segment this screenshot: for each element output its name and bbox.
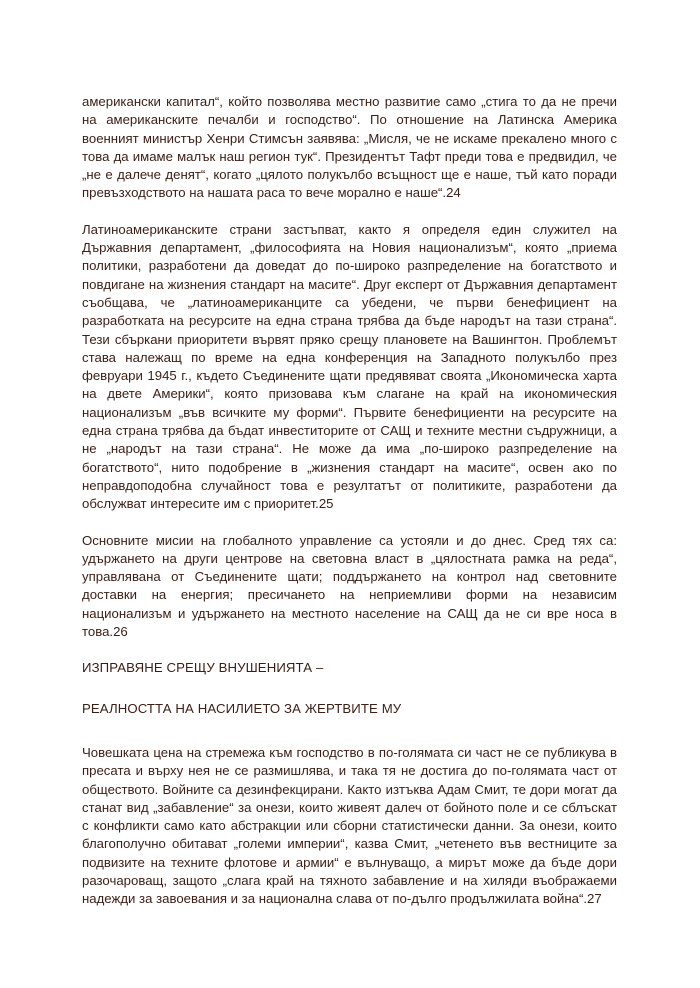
paragraph-4: Човешката цена на стремежа към господство в по-голямата си част не се публикува в пресата и върху нея не се размишлява, и така тя не достига до по-голямата част от обществото. Войните са дезинфекцирани. Както изтъква Адам Смит, те дори могат да станат вид „забавление“ за онези, които живеят далеч от бойното поле и се сблъскат с конфликти само като абстракции или сборни статистически данни. За онези, които благополучно обитават „големи империи“, казва Смит, „четенето във вестниците за подвизите на техните флотове и армии“ е вълнуващо, а мирът може да бъде дори разочароващ, защото „слага край на тяхното забавление и на хиляди въображаеми надежди за завоевания и за национална слава от по-дълго продължилата война“.27 <box>82 744 617 907</box>
paragraph-3: Основните мисии на глобалното управление са устояли и до днес. Сред тях са: удържането на други центрове на световна власт в „цялостната рамка на реда“, управлявана от Съединените щати; поддържането на контрол над световните доставки на енергия; пресичането на неприемливи форми на независим национализъм и удържането на местното население на САЩ да не си вре носа в това.26 <box>82 532 617 640</box>
paragraph-2: Латиноамериканските страни застъпват, както я определя един служител на Държавния департамент, „философията на Новия национализъм“, която „приема политики, разработени да доведат до по-широко разпределение на богатството и повдигане на жизнения стандарт на масите“. Друг експерт от Държавния департамент съобщава, че „латиноамериканците са убедени, че първи бенефициент на разработката на ресурсите на една страна трябва да бъде народът на тази страна“. Тези сбъркани приоритети вървят пряко срещу плановете на Вашингтон. Проблемът става належащ по време на една конференция на Западното полукълбо през февруари 1945 г., където Съединените щати предявяват своята „Икономическа харта на двете Америки“, която призовава към слагане на край на икономическия национализъм „във всичките му форми“. Първите бенефициенти на ресурсите на една страна трябва да бъдат инвеститорите от САЩ и техните местни съдружници, а не „народът на тази страна“. Не може да има „по-широко разпределение на богатството“, нито подобрение в „жизнения стандарт на масите“, освен ако по неправдоподобна случайност това е резултатът от политиките, разработени да обслужват интересите им с приоритет.25 <box>82 221 617 512</box>
section-heading-line-2: РЕАЛНОСТТА НА НАСИЛИЕТО ЗА ЖЕРТВИТЕ МУ <box>82 700 402 716</box>
section-heading-line-1: ИЗПРАВЯНЕ СРЕЩУ ВНУШЕНИЯТА – <box>82 660 324 676</box>
paragraph-1: американски капитал“, който позволява местно развитие само „стига то да не пречи на американските печалби и господство“. По отношение на Латинска Америка военният министър Хенри Стимсън заявява: „Мисля, че не искаме прекалено много с това да имаме малък наш регион тук“. Президентът Тафт преди това е предвидил, че „не е далече денят“, когато „цялото полукълбо всъщност ще е наше, тъй като поради превъзходството на нашата раса то вече морално е наше“.24 <box>82 94 617 201</box>
page-content <box>82 93 617 927</box>
